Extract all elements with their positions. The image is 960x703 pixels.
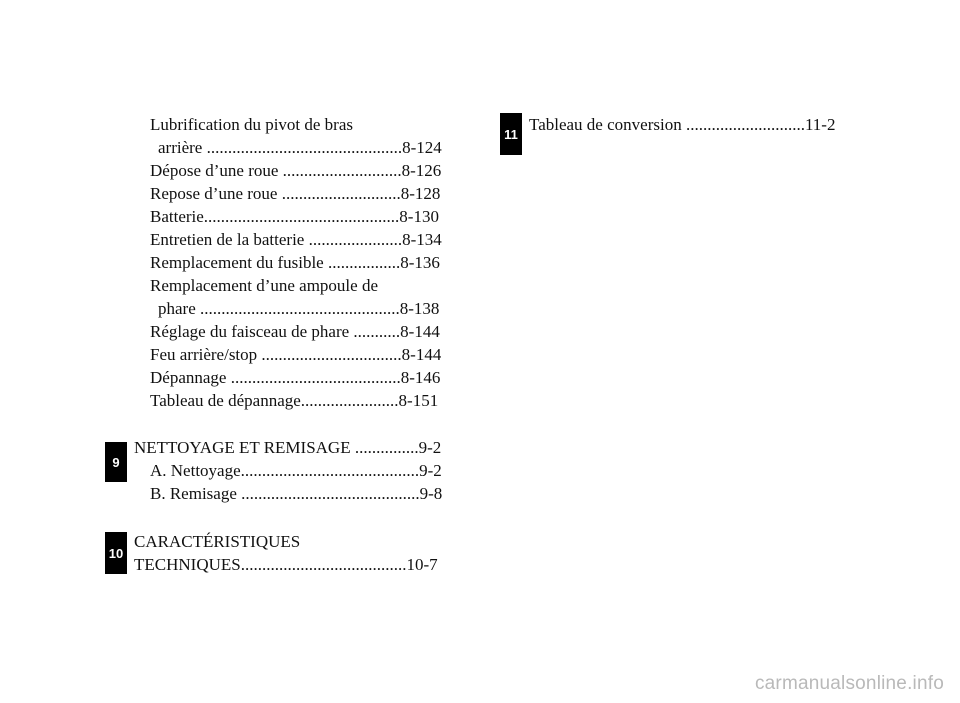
section-tab-9[interactable]: 9 [105,442,127,482]
section-tab-10[interactable]: 10 [105,532,127,574]
toc-entry-troubleshooting[interactable]: Dépannage ........................................8-146 [150,368,441,387]
toc-entry-tail-brake-light[interactable]: Feu arrière/stop .................................8-144 [150,345,442,364]
toc-entry-fuse-replacement[interactable]: Remplacement du fusible .................8-136 [150,253,440,272]
toc-entry-wheel-removal[interactable]: Dépose d’une roue ............................8-126 [150,161,442,180]
toc-entry-cleaning-storage[interactable]: NETTOYAGE ET REMISAGE ...............9-2 [134,438,442,457]
toc-entry-storage[interactable]: B. Remisage ..........................................9-8 [150,484,443,503]
toc-entry-battery[interactable]: Batterie..............................................8-130 [150,207,439,226]
toc-entry-specifications[interactable]: CARACTÉRISTIQUES [134,532,301,551]
toc-entry-headlight-bulb-replacement[interactable]: Remplacement d’une ampoule de [150,276,378,295]
toc-entry-swingarm-lubrication-page[interactable]: arrière ..............................................8-124 [158,138,442,157]
watermark-text: carmanualsonline.info [754,673,944,694]
toc-entry-wheel-installation[interactable]: Repose d’une roue ............................8-128 [150,184,441,203]
toc-entry-specifications-page[interactable]: TECHNIQUES.......................................10-7 [134,555,438,574]
toc-entry-headlight-beam-adjustment[interactable]: Réglage du faisceau de phare ...........8-144 [150,322,440,341]
toc-entry-battery-maintenance[interactable]: Entretien de la batterie ......................8-134 [150,230,442,249]
toc-entry-headlight-bulb-replacement-page[interactable]: phare ...............................................8-138 [158,299,440,318]
toc-entry-troubleshooting-chart[interactable]: Tableau de dépannage.......................8-151 [150,391,439,410]
toc-entry-cleaning[interactable]: A. Nettoyage..........................................9-2 [150,461,442,480]
toc-entry-conversion-table[interactable]: Tableau de conversion ............................11-2 [529,115,836,134]
toc-entry-swingarm-lubrication[interactable]: Lubrification du pivot de bras [150,115,354,134]
section-tab-11[interactable]: 11 [500,113,522,155]
